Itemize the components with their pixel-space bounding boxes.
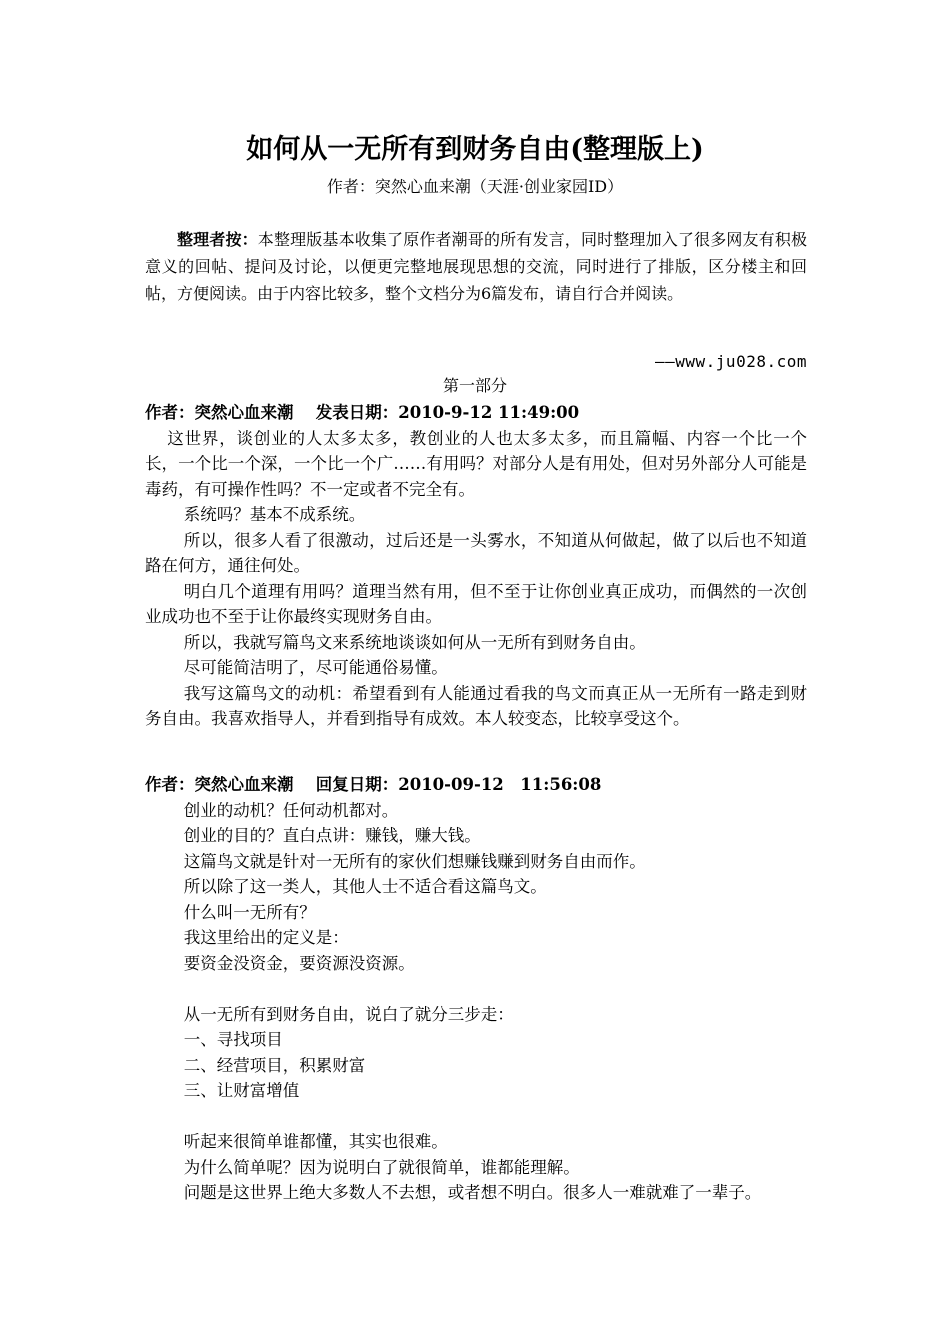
post-paragraph: 我写这篇鸟文的动机：希望看到有人能通过看我的鸟文而真正从一无所有一路走到财务自由。我喜欢指导人，并看到指导有成效。本人较变态，比较享受这个。 <box>145 683 807 728</box>
editor-note-paragraph <box>145 226 807 307</box>
post-paragraph: 一、寻找项目 <box>183 1030 283 1049</box>
post-paragraph: 问题是这世界上绝大多数人不去想，或者想不明白。很多人一难就难了一辈子。 <box>183 1183 762 1202</box>
post-paragraph: 为什么简单呢？因为说明白了就很简单，谁都能理解。 <box>183 1157 580 1177</box>
editor-note-label: 整理者按： <box>177 230 258 249</box>
post-paragraph: 所以，很多人看了很激动，过后还是一头雾水，不知道从何做起，做了以后也不知道路在何方，通往何处。 <box>145 530 807 575</box>
post-paragraph: 什么叫一无所有？ <box>183 902 316 922</box>
post-paragraph: 尽可能简洁明了，尽可能通俗易懂。 <box>183 658 448 677</box>
post-paragraph: 我这里给出的定义是： <box>183 928 349 947</box>
post-paragraph: 听起来很简单谁都懂，其实也很难。 <box>183 1132 448 1151</box>
author-line: 作者：突然心血来潮（天涯·创业家园ID） <box>326 177 624 196</box>
document-title: 如何从一无所有到财务自由(整理版上) <box>246 134 704 165</box>
editor-note <box>145 226 807 307</box>
paragraph-gap <box>145 976 807 1002</box>
post-original <box>145 400 807 732</box>
site-signature: ——www.ju028.com <box>655 352 807 371</box>
post-paragraph: 系统吗？基本不成系统。 <box>183 505 366 524</box>
post-header: 作者：突然心血来潮 回复日期：2010-09-12 11:56:08 <box>145 775 602 794</box>
post-paragraph: 这篇鸟文就是针对一无所有的家伙们想赚钱赚到财务自由而作。 <box>183 851 646 871</box>
post-paragraph: 创业的动机？任何动机都对。 <box>183 800 399 820</box>
post-paragraph: 这世界，谈创业的人太多太多，教创业的人也太多太多，而且篇幅、内容一个比一个长，一个比一个深，一个比一个广……有用吗？对部分人是有用处，但对另外部分人可能是毒药，有可操作性吗？不一定或者不完全有。 <box>145 428 807 499</box>
section-title: 第一部分 <box>442 376 507 395</box>
post-paragraph: 创业的目的？直白点讲：赚钱，赚大钱。 <box>183 826 481 845</box>
post-paragraph: 明白几个道理有用吗？道理当然有用，但不至于让你创业真正成功，而偶然的一次创业成功也不至于让你最终实现财务自由。 <box>145 581 807 626</box>
post-paragraph: 三、让财富增值 <box>183 1081 300 1100</box>
post-paragraph: 二、经营项目，积累财富 <box>183 1055 366 1075</box>
post-paragraph: 要资金没资金，要资源没资源。 <box>183 953 415 973</box>
post-header: 作者：突然心血来潮 发表日期：2010-9-12 11:49:00 <box>145 403 580 422</box>
editor-note-text: 本整理版基本收集了原作者潮哥的所有发言，同时整理加入了很多网友有积极意义的回帖、提问及讨论，以便更完整地展现思想的交流，同时进行了排版，区分楼主和回帖，方便阅读。由于内容比较多，整个文档分为6篇发布，请自行合并阅读。 <box>145 230 807 303</box>
paragraph-gap <box>145 1104 807 1130</box>
post-paragraph: 从一无所有到财务自由，说白了就分三步走： <box>183 1004 514 1024</box>
post-paragraph: 所以除了这一类人，其他人士不适合看这篇鸟文。 <box>183 877 547 896</box>
post-paragraph: 所以，我就写篇鸟文来系统地谈谈如何从一无所有到财务自由。 <box>183 632 646 652</box>
post-reply <box>145 772 807 1206</box>
